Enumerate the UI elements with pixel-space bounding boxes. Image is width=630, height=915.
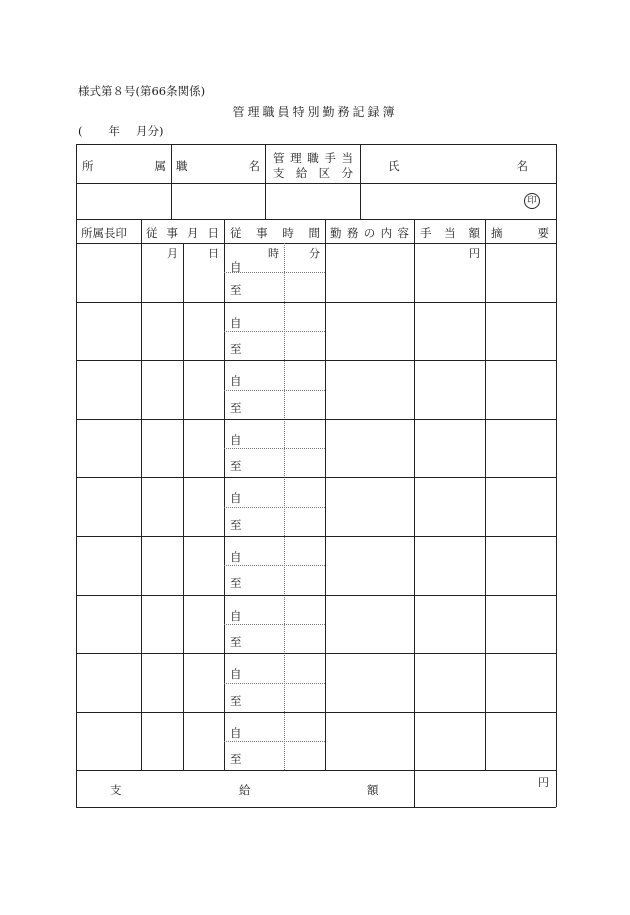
unit-hour: 時	[268, 247, 279, 260]
label-from: 自	[230, 315, 242, 330]
header1-divider	[76, 183, 556, 184]
period-month: 月分)	[136, 124, 164, 138]
label-to: 至	[230, 283, 242, 298]
header-name: 氏 名	[388, 159, 528, 173]
row-divider	[76, 477, 556, 478]
label-to: 至	[230, 752, 242, 767]
time-from-to-divider	[224, 683, 325, 684]
label-to: 至	[230, 517, 242, 532]
row-divider	[76, 419, 556, 420]
header-content: 勤 務 の 内 容	[330, 226, 409, 240]
label-from: 自	[230, 667, 242, 682]
label-to: 至	[230, 459, 242, 474]
time-from-to-divider	[224, 624, 325, 625]
row-divider	[76, 536, 556, 537]
row-divider	[76, 653, 556, 654]
label-from: 自	[230, 432, 242, 447]
header1-bottom	[76, 219, 556, 220]
period-line	[78, 123, 164, 139]
footer-label-2: 給	[239, 783, 251, 797]
label-from: 自	[230, 725, 242, 740]
footer-label-3: 額	[367, 783, 379, 797]
label-to: 至	[230, 693, 242, 708]
label-to: 至	[230, 634, 242, 649]
label-from: 自	[230, 260, 242, 274]
seal-mark: 印	[524, 193, 540, 209]
header-position: 職 名	[176, 159, 260, 173]
label-to: 至	[230, 576, 242, 591]
form-title: 管理職員特別勤務記録簿	[232, 105, 398, 119]
row-divider	[76, 302, 556, 303]
unit-day: 日	[208, 247, 219, 260]
unit-yen: 円	[469, 247, 480, 260]
time-from-to-divider	[224, 448, 325, 449]
col-month-day	[183, 243, 184, 770]
label-to: 至	[230, 341, 242, 356]
form-number: 様式第８号(第66条関係)	[78, 84, 206, 98]
unit-minute: 分	[309, 247, 320, 260]
label-from: 自	[230, 491, 242, 506]
header-work-time: 従 事 時 間	[230, 226, 320, 240]
header-work-date: 従 事 月 日	[146, 226, 219, 240]
label-from: 自	[230, 550, 242, 564]
col-position-allowance	[265, 144, 266, 219]
footer-label-1: 支	[110, 783, 122, 797]
period-open: (	[78, 124, 83, 138]
footer-yen: 円	[538, 776, 549, 789]
label-from: 自	[230, 608, 242, 623]
unit-month: 月	[167, 247, 178, 260]
footer-top	[76, 770, 556, 771]
col-allowance-name	[360, 144, 361, 219]
time-from-to-divider	[224, 741, 325, 742]
row-divider	[76, 595, 556, 596]
period-year: 年	[108, 124, 120, 138]
header-chief-seal: 所属長印	[81, 226, 127, 240]
time-from-to-divider	[224, 331, 325, 332]
header-allowance-line1: 管 理 職 手 当	[273, 151, 353, 165]
header-amount: 手 当 額	[420, 226, 480, 240]
col-content-amount	[414, 219, 415, 807]
row-divider	[76, 712, 556, 713]
col-affiliation-position	[171, 144, 172, 219]
header-allowance-line2: 支 給 区 分	[273, 166, 353, 180]
header-remarks: 摘 要	[491, 226, 549, 240]
label-to: 至	[230, 400, 242, 415]
time-from-to-divider	[224, 565, 325, 566]
time-from-to-divider	[224, 390, 325, 391]
time-from-to-divider	[224, 507, 325, 508]
header2-bottom	[76, 243, 556, 244]
header-affiliation: 所 属	[82, 159, 166, 173]
table-border-right	[556, 144, 557, 807]
table-border-bottom	[76, 807, 556, 808]
row-divider	[76, 360, 556, 361]
table-border-top	[76, 144, 556, 145]
label-from: 自	[230, 374, 242, 389]
